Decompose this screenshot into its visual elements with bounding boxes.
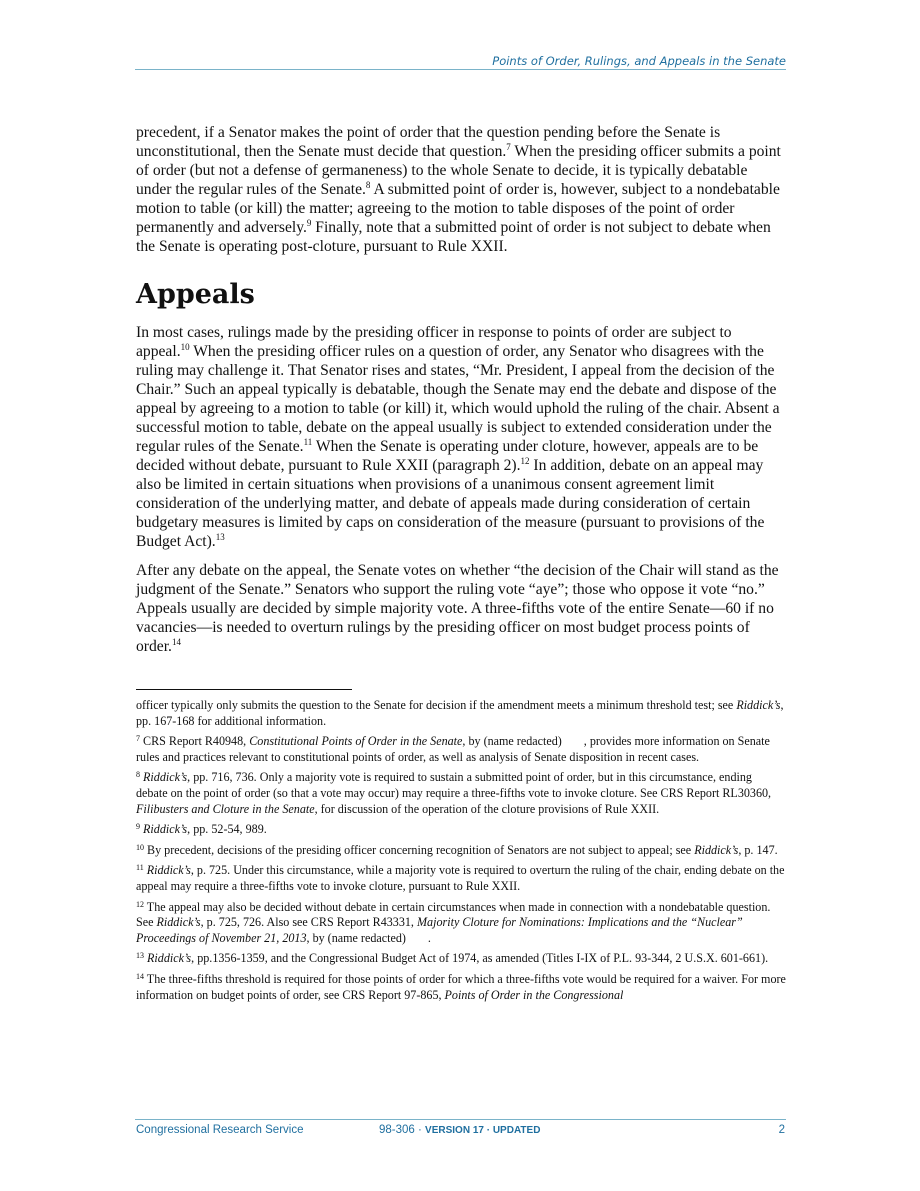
footnote-ref-7[interactable]: 7 [506, 142, 511, 152]
footnote-10: $^{10}$ By precedent, decisions of the presiding officer concerning recognition of Senators are not subject to appeal; see Riddick’s, p. 147. [136, 842, 778, 857]
footnote-7: $^7$ CRS Report R40948, Constitutional Points of Order in the Senate, by (name redacted) , provides more information on Senate rules and practices relevant to constitutional points of order, as well as analysis of Senate disposition in recent cases. [136, 734, 770, 764]
section-heading-appeals: Appeals [136, 279, 255, 310]
footnote-separator [136, 689, 352, 690]
footnote-ref-14[interactable]: 14 [171, 637, 181, 647]
footnote-12: $^{12}$ The appeal may also be decided without debate in certain circumstances when made in connection with a nondebatable question. See Riddick’s, p. 725, 726. Also see CRS Report R43331, Majority Cloture for Nominations: Implications and the “Nuclear” Proceedings of November 21, 2013, by (name redacted) . [136, 899, 771, 945]
footnote-ref-11[interactable]: 11 [303, 437, 313, 447]
footnote-14: $^{14}$ The three-fifths threshold is required for those points of order for which a three-fifths vote would be required for a waiver. For more information on budget points of order, see CRS Report 97-865, Points of Order in the Congressional [136, 971, 786, 1002]
report-title-link[interactable]: Constitutional Points of Order in the Senate [249, 734, 463, 749]
report-title-link[interactable]: Filibusters and Cloture in the Senate [136, 801, 315, 816]
body-text [136, 123, 786, 656]
running-header: Points of Order, Rulings, and Appeals in the Senate [492, 54, 786, 68]
footer-version: VERSION 17 · UPDATED [425, 1125, 541, 1136]
footnote-continued: officer typically only submits the question to the Senate for decision if the amendment meets a minimum threshold test; see Riddick’s, pp. 167-168 for additional information. [136, 698, 784, 728]
footnote-13: $^{13}$ Riddick’s, pp.1356-1359, and the Congressional Budget Act of 1974, as amended (Titles I-IX of P.L. 93-344, 2 U.S.X. 601-661). [136, 951, 769, 966]
appeals-paragraph-2: After any debate on the appeal, the Senate votes on whether “the decision of the Chair will stand as the judgment of the Senate.” Senators who support the ruling vote “aye”; those who oppose it vote “no.” Appeals usually are decided by simple majority vote. A three-fifths vote of the entire Senate—60 if no vacancies—is needed to overturn rulings by the presiding officer on most budget process points of order.$^{14}$ [136, 562, 779, 655]
appeals-paragraph-1: In most cases, rulings made by the presiding officer in response to points of order are subject to appeal.$^{10}$ When the presiding officer rules on a question of order, any Senator who disagrees with the ruling may challenge it. That Senator rises and states, “Mr. President, I appeal from the decision of the Chair.” Such an appeal typically is debatable, though the Senate may end the debate and dispose of the appeal by agreeing to a motion to table (or kill) it, which would uphold the ruling of the chair. Absent a successful motion to table, debate on the appeal usually is subject to extended consideration under the regular rules of the Senate.$^{11}$ When the Senate is operating under cloture, however, appeals are to be decided without debate, pursuant to Rule XXII (paragraph 2).$^{12}$ In addition, debate on an appeal may also be limited in certain situations when provisions of a unanimous consent agreement limit consideration of the underlying matter, and debate of appeals made during consideration of certain budgetary measures is limited by caps on consideration of the measure (pursuant to provisions of the Budget Act).$^{13}$ [136, 324, 780, 550]
footnote-ref-13[interactable]: 13 [215, 532, 225, 542]
footer-report-number: 98-306 · VERSION 17 · UPDATED [379, 1124, 541, 1136]
footer-rule [135, 1119, 786, 1120]
page-number: 2 [778, 1124, 785, 1136]
header-rule [135, 69, 786, 70]
footer-publisher: Congressional Research Service [136, 1124, 304, 1136]
footnote-8: $^8$ Riddick’s, pp. 716, 736. Only a majority vote is required to sustain a submitted point of order, but in this circumstance, ending debate on the point of order (so that a vote may occur) may require a three-fifths vote to invoke cloture. See CRS Report RL30360, Filibusters and Cloture in the Senate, for discussion of the operation of the cloture provisions of Rule XXII. [136, 770, 772, 816]
footnote-ref-12[interactable]: 12 [520, 456, 530, 466]
footnote-ref-10[interactable]: 10 [180, 342, 190, 352]
intro-paragraph: precedent, if a Senator makes the point of order that the question pending before the Senate is unconstitutional, then the Senate must decide that question.$^7$ When the presiding officer submits a point of order (but not a defense of germaneness) to the whole Senate to decide, it is typically debatable under the regular rules of the Senate.$^8$ A submitted point of order is, however, subject to a nondebatable motion to table (or kill) the matter; agreeing to the motion to table disposes of the point of order permanently and adversely.$^9$ Finally, note that a submitted point of order is not subject to debate when the Senate is operating post-cloture, pursuant to Rule XXII. [136, 124, 781, 255]
report-title-link[interactable]: Points of Order in the Congressional [444, 987, 624, 1002]
report-title-link[interactable]: Majority Cloture for Nominations: Implications and the “Nuclear” Proceedings of November 21, 2013 [136, 915, 743, 945]
footnote-9: $^9$ Riddick’s, pp. 52-54, 989. [136, 822, 267, 837]
footnote-ref-9[interactable]: 9 [306, 218, 312, 228]
footnote-11: $^{11}$ Riddick’s, p. 725. Under this circumstance, while a majority vote is required to overturn the ruling of the chair, ending debate on the appeal may require a three-fifths vote to invoke cloture, pursuant to Rule XXII. [136, 863, 785, 893]
footnote-ref-8[interactable]: 8 [365, 180, 371, 190]
footnotes [136, 698, 786, 1008]
